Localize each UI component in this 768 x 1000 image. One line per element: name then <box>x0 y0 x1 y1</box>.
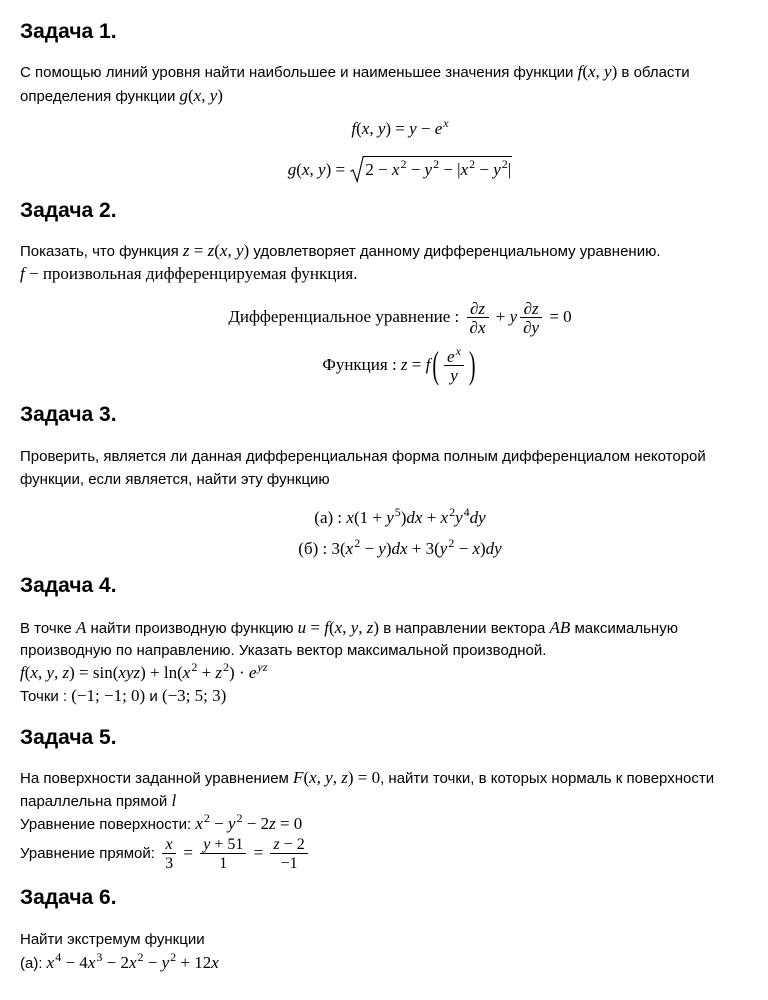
formula-text: − y)dx + 3(y <box>360 539 448 558</box>
inline-math: f − <box>20 264 39 283</box>
superscript: 2 <box>354 536 361 550</box>
formula-text: − x)dy <box>454 539 502 558</box>
math-variable: z <box>182 241 190 260</box>
text-segment: в области <box>617 64 690 81</box>
formula-text: + z <box>197 663 223 682</box>
math-variable: z <box>215 663 223 682</box>
equation-label: Дифференциальное уравнение : <box>228 306 464 326</box>
math-variable: y <box>203 836 211 853</box>
math-variable: x <box>361 119 370 138</box>
math-variable: d <box>469 508 479 527</box>
math-variable: y <box>350 618 359 637</box>
task-4-function <box>20 662 267 685</box>
math-variable: z <box>62 663 70 682</box>
text-segment: С помощью линий уровня найти наибольшее и наименьшее значения функции <box>20 64 578 81</box>
math-variable: y <box>450 366 458 385</box>
formula-text: f(x, y, z) = sin(xyz) + ln(x <box>20 663 191 682</box>
inline-math: g(x, y) <box>179 86 223 105</box>
fraction-numerator: ∂z <box>523 299 539 318</box>
formula-text <box>455 508 463 527</box>
inline-math: u = f(x, y, z) <box>297 618 380 637</box>
math-variable: z <box>133 663 141 682</box>
function-label: Функция : <box>322 354 401 374</box>
formula-text: (б) : 3(x <box>298 539 354 558</box>
math-variable: y <box>227 814 236 833</box>
math-variable: y <box>455 508 463 527</box>
superscript <box>257 660 267 674</box>
math-variable: f <box>425 354 431 374</box>
math-variable: y <box>257 660 263 674</box>
superscript: 2 <box>469 157 476 171</box>
inline-math <box>171 791 176 810</box>
math-variable: z <box>532 299 539 318</box>
formula-text: − y <box>475 160 501 179</box>
superscript <box>443 116 448 130</box>
text-segment: удовлетворяет данному дифференциальному уравнению. <box>249 243 661 260</box>
math-variable: B <box>559 618 571 637</box>
inline-math <box>550 618 571 637</box>
task-2-title: Задача 2. <box>20 199 117 222</box>
math-variable: x <box>193 86 202 105</box>
right-parenthesis: ) <box>468 345 476 387</box>
formula-text: = <box>179 842 198 862</box>
math-variable: x <box>400 539 408 558</box>
text-segment: (а): <box>20 955 47 972</box>
formula-text: = <box>249 842 268 862</box>
superscript: 5 <box>394 505 401 519</box>
fraction-z-minus-2-over-minus-1 <box>270 836 307 872</box>
text-segment: , найти точки, в которых нормаль к поверхности <box>380 770 715 787</box>
math-variable: y <box>509 306 518 326</box>
task-6-text-line-1: Найти экстремум функции <box>20 931 205 948</box>
left-parenthesis: ( <box>432 345 440 387</box>
text-segment: параллельна прямой <box>20 793 172 810</box>
task-2-text-line-1 <box>20 240 661 263</box>
superscript: 2 <box>433 157 440 171</box>
math-variable: z <box>262 660 268 674</box>
formula-text <box>47 953 55 972</box>
math-variable: x <box>301 160 310 179</box>
formula-text: − 2z = 0 <box>242 814 303 833</box>
math-variable: d <box>406 508 415 527</box>
task-5-text-line-2 <box>20 790 176 813</box>
radical-sign-icon <box>350 156 364 183</box>
fraction-numerator <box>163 836 176 853</box>
math-variable: y <box>161 953 170 972</box>
fraction-denominator <box>444 365 464 384</box>
math-variable: f <box>20 264 25 283</box>
math-variable: x <box>219 241 228 260</box>
math-variable: x <box>211 953 219 972</box>
math-variable: y <box>209 86 218 105</box>
math-variable: y <box>386 508 394 527</box>
inline-math: (−1; −1; 0) <box>71 686 146 705</box>
math-variable: y <box>378 539 386 558</box>
math-variable: d <box>485 539 495 558</box>
formula-text: + y <box>491 306 518 326</box>
task-3-form-b <box>32 537 768 561</box>
formula-text: − y <box>209 814 236 833</box>
formula-text: f(x, y) = y − e <box>351 119 443 138</box>
math-variable: u <box>297 618 307 637</box>
task-2-text-line-2 <box>20 263 358 285</box>
superscript: 2 <box>400 157 407 171</box>
superscript: 2 <box>448 536 455 550</box>
inline-math: (−3; 5; 3) <box>161 686 227 705</box>
task-2-function <box>32 344 768 387</box>
inline-math: z = z(x, y) <box>182 241 250 260</box>
math-variable: z <box>366 618 374 637</box>
task-4-text-line-2: производную по направлению. Указать вектор максимальной производной. <box>20 642 547 659</box>
text-segment: найти производную функцию <box>86 620 298 637</box>
formula-text: = 0 <box>545 306 572 326</box>
fraction-ex-over-y <box>444 344 464 385</box>
task-5-text-line-1 <box>20 767 714 790</box>
fraction-x-over-3 <box>162 836 176 872</box>
text-segment: Точки : <box>20 688 72 705</box>
math-variable: x <box>46 953 55 972</box>
math-variable: x <box>345 539 354 558</box>
superscript <box>456 344 461 358</box>
math-variable: y <box>439 539 448 558</box>
formula-text <box>447 347 455 366</box>
inline-math: f(x, y) <box>577 62 618 81</box>
text-segment: Показать, что функция <box>20 243 183 260</box>
math-variable: y <box>494 539 502 558</box>
math-variable: A <box>549 618 560 637</box>
math-variable: y <box>604 62 612 81</box>
task-3-text-line-1: Проверить, является ли данная дифференциальная форма полным дифференциалом некоторой <box>20 448 706 465</box>
math-variable: x <box>182 663 191 682</box>
math-variable: z <box>269 814 276 833</box>
formula-text: − 2x <box>102 953 137 972</box>
math-variable: x <box>440 508 449 527</box>
math-variable: y <box>409 119 417 138</box>
superscript: 2 <box>170 950 177 964</box>
superscript: 2 <box>191 660 198 674</box>
math-variable: z <box>400 354 408 374</box>
math-variable: x <box>588 62 596 81</box>
math-variable: A <box>75 618 87 637</box>
text-segment: Уравнение прямой: <box>20 844 160 862</box>
math-variable: x <box>118 663 126 682</box>
math-variable: F <box>293 768 304 787</box>
math-variable: x <box>128 953 137 972</box>
formula-text: − |x <box>439 160 469 179</box>
superscript: 2 <box>137 950 144 964</box>
math-variable: y <box>325 768 333 787</box>
math-variable: g <box>179 86 188 105</box>
math-variable: y <box>46 663 54 682</box>
math-variable: y <box>377 119 386 138</box>
superscript: 2 <box>501 157 508 171</box>
math-variable: x <box>477 318 486 337</box>
task-4-title: Задача 4. <box>20 574 117 597</box>
task-3-form-a <box>32 506 768 530</box>
math-variable: g <box>287 160 297 179</box>
formula-text: z = f <box>400 354 431 374</box>
fraction-denominator: −1 <box>270 853 307 872</box>
math-variable: y <box>125 663 134 682</box>
formula-text: + 12x <box>176 953 219 972</box>
math-variable: x <box>391 160 400 179</box>
text-segment: Уравнение поверхности: <box>20 816 196 833</box>
math-variable: y <box>424 160 433 179</box>
math-variable: e <box>248 663 257 682</box>
math-variable: d <box>391 539 400 558</box>
math-variable: e <box>434 119 443 138</box>
task-1-text-line-2 <box>20 85 223 108</box>
math-variable: z <box>273 836 280 853</box>
task-1-text-line-1 <box>20 61 690 84</box>
task-5-title: Задача 5. <box>20 726 117 749</box>
text-segment: в направлении вектора <box>379 620 550 637</box>
math-variable: f <box>324 618 329 637</box>
task-5-line-equation <box>20 836 311 872</box>
text-segment: На поверхности заданной уравнением <box>20 770 294 787</box>
formula-text: )dx + x <box>400 508 449 527</box>
superscript: 2 <box>223 660 230 674</box>
formula-text: (а) : x(1 + y <box>314 508 394 527</box>
fraction-numerator <box>444 344 464 366</box>
task-4-text-line-1 <box>20 617 678 640</box>
math-variable: y <box>493 160 501 179</box>
task-1-formula-f <box>32 117 768 141</box>
math-variable: y <box>478 508 486 527</box>
math-variable: x <box>346 508 354 527</box>
fraction-numerator: ∂z <box>470 299 486 318</box>
math-variable: z <box>207 241 215 260</box>
math-variable: x <box>30 663 38 682</box>
math-variable: x <box>309 768 317 787</box>
formula-text: 2 − x <box>365 160 400 179</box>
fraction-dz-dy <box>520 300 542 336</box>
task-3-title: Задача 3. <box>20 403 117 426</box>
square-root <box>364 156 512 181</box>
math-variable: x <box>195 814 203 833</box>
formula-text: − y <box>406 160 433 179</box>
fraction-denominator: ∂x <box>467 317 489 336</box>
text-segment: произвольная дифференцируемая функция. <box>38 264 358 283</box>
math-variable: f <box>351 119 357 138</box>
math-variable: x <box>334 618 343 637</box>
task-5-surface-equation <box>20 813 302 836</box>
math-variable: f <box>20 663 25 682</box>
fraction-denominator: 3 <box>162 853 176 872</box>
math-variable: x <box>165 836 173 853</box>
math-variable: l <box>171 791 177 810</box>
fraction-y-plus-51-over-1 <box>200 836 246 872</box>
math-variable: z <box>341 768 348 787</box>
formula-text: − y <box>143 953 170 972</box>
superscript: 4 <box>463 505 470 519</box>
task-4-points <box>20 685 226 708</box>
superscript: 3 <box>96 950 103 964</box>
fraction-denominator: ∂y <box>520 317 542 336</box>
task-3-text-line-2: функции, если является, найти эту функцию <box>20 471 330 488</box>
math-variable: x <box>87 953 96 972</box>
text-segment: и <box>145 688 162 705</box>
math-variable: e <box>447 347 455 366</box>
task-6-title: Задача 6. <box>20 886 117 909</box>
formula-text: ) · e <box>229 663 257 682</box>
formula-text: g(x, y) = <box>287 160 350 179</box>
formula-text: − 4x <box>61 953 96 972</box>
fraction-dz-dx <box>467 300 489 336</box>
text-segment: В точке <box>20 620 76 637</box>
formula-text: | <box>507 160 512 179</box>
math-variable: y <box>531 318 540 337</box>
math-variable: y <box>318 160 326 179</box>
math-variable: y <box>235 241 244 260</box>
math-variable: x <box>414 508 423 527</box>
fraction-denominator: 1 <box>200 853 246 872</box>
formula-text <box>470 508 486 527</box>
math-variable: x <box>455 344 461 358</box>
task-1-title: Задача 1. <box>20 20 117 43</box>
superscript: 2 <box>449 505 456 519</box>
superscript: 2 <box>236 811 243 825</box>
math-variable: z <box>478 299 486 318</box>
fraction-numerator: y + 51 <box>203 836 244 853</box>
superscript: 2 <box>203 811 210 825</box>
text-segment: определения функции <box>20 88 180 105</box>
inline-math <box>76 618 86 637</box>
math-variable: x <box>472 539 480 558</box>
math-variable: x <box>460 160 469 179</box>
math-variable: f <box>577 62 583 81</box>
superscript: 4 <box>55 950 62 964</box>
task-2-differential-equation <box>32 300 768 336</box>
task-1-formula-g <box>32 156 768 182</box>
formula-text <box>195 814 203 833</box>
task-6-function-a <box>20 952 219 975</box>
inline-math: F(x, y, z) = 0 <box>293 768 381 787</box>
text-segment: максимальную <box>570 620 678 637</box>
fraction-numerator: z − 2 <box>273 836 305 853</box>
math-variable: x <box>443 116 449 130</box>
